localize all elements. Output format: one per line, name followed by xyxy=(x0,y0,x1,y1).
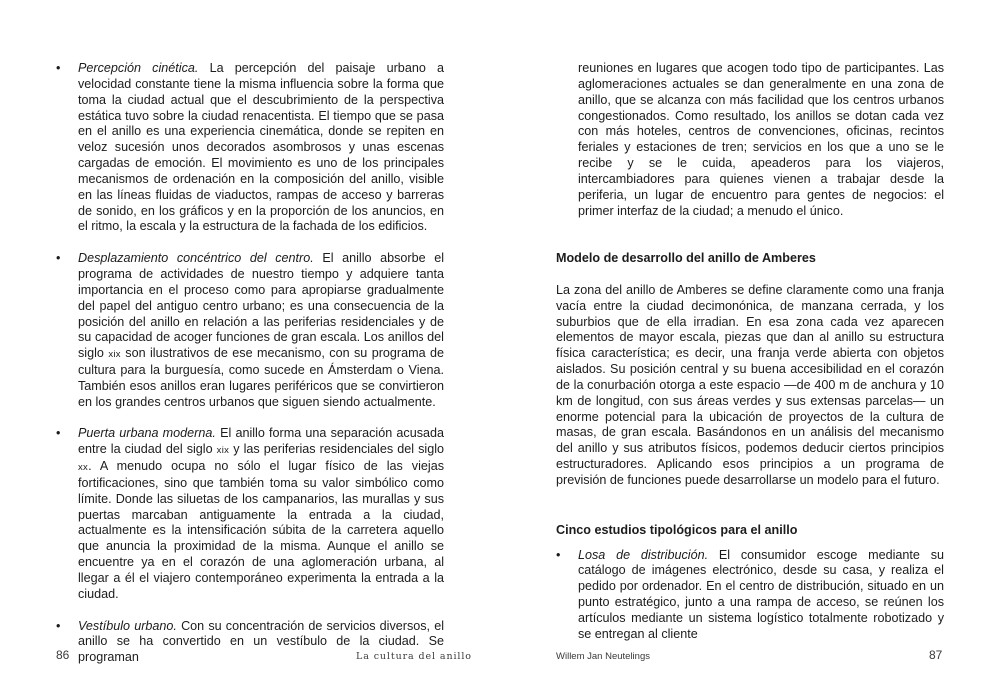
bullet-continuation: reuniones en lugares que acogen todo tipo de participantes. Las aglomeraciones actuales se dan generalmente en una zona de anillo, que se alcanza con más facilidad que los centros urbanos congestionados. Como resultado, los anillos se dotan cada vez con más hoteles, centros de convenciones, oficinas, recintos feriales y estaciones de tren; servicios en los que a uno se le recibe y se le cuida, apeaderos para los viajeros, intercambiadores para quienes vienen a trabajar desde la periferia, un lugar de encuentro para gentes de negocios: el primer interfaz de la ciudad; a menudo el único. xyxy=(578,61,944,218)
running-head-right: Willem Jan Neutelings xyxy=(556,651,650,662)
bullet-text: El anillo forma una separación acusada entre la ciudad del siglo xyxy=(78,426,445,457)
bullet-text: son ilustrativos de ese mecanismo, con su programa de cultura para la burguesía, como sucede en Ámsterdam o Viena. También esos anillos eran lugares periféricos que se convirtieron en los grandes centros urbanos que siguen siendo actualmente. xyxy=(78,346,445,409)
left-page-text xyxy=(56,61,444,666)
bullet-term: Desplazamiento concéntrico del centro. xyxy=(78,251,314,266)
bullet-icon: • xyxy=(56,61,61,75)
bullet-text: El consumidor escoge mediante su catálogo de imágenes electrónico, desde su casa, y realiza el pedido por ordenador. En el centro de distribución, situado en un punto estratégico, junto a una rampa de acceso, se reúnen los artículos mediante un sistema logístico totalmente robotizado y se entregan al cliente xyxy=(578,547,944,641)
bullet-icon: • xyxy=(56,618,61,633)
bullet-term: Puerta urbana moderna. xyxy=(78,426,216,441)
bullet-losa-distribucion xyxy=(556,548,944,643)
bullet-term: Vestíbulo urbano. xyxy=(78,618,177,633)
bullet-text: La percepción del paisaje urbano a velocidad constante tiene la misma influencia sobre la forma que toma la ciudad actual que el descubrimiento de la perspectiva estática tuvo sobre la ciudad renacentista. El tiempo que se pasa en el anillo es una experiencia cinemática, donde se repiten en veloz sucesión unos decorados asombrosos y unas escenas cargadas de emoción. El movimiento es uno de los principales mecanismos de ordenación en la composición del anillo, visible en las líneas fluidas de viaductos, rampas de acceso y barreras de sonido, en los gráficos y en la proporción de los anuncios, en el ritmo, la escala y la estructura de la fachada de los edificios. xyxy=(78,61,445,234)
bullet-icon: • xyxy=(56,426,61,441)
bullet-text: El anillo absorbe el programa de actividades de nuestro tiempo y adquiere tanta importancia en el proceso como para apropiarse gradualmente del papel del antiguo centro urbano; es una consecuencia de la posición del anillo en relación a las periferias residenciales y de su capacidad de acoger funciones de gran escala. Los anillos del siglo xyxy=(78,251,444,361)
century-small-caps: xix xyxy=(108,349,121,361)
bullet-icon: • xyxy=(556,547,561,562)
page-number-left: 86 xyxy=(56,648,70,662)
bullet-text: Con su concentración de servicios diversos, el anillo se ha convertido en un vestíbulo de la ciudad. Se programan xyxy=(78,618,444,665)
bullet-text: . A menudo ocupa no sólo el lugar físico de las viejas fortificaciones, sino que también toma su valor simbólico como límite. Donde las siluetas de los campanarios, las murallas y sus puertas marcaban antiguamente la entrada a la ciudad, actualmente es la intensificación súbita de la carretera aquello que anuncia la proximidad de la misma. Aunque el anillo se encuentre ya en el corazón de una aglomeración urbana, al llegar a él el viajero contemporáneo experimenta la entrada a la ciudad. xyxy=(78,459,444,601)
bullet-term: Percepción cinética. xyxy=(78,61,199,75)
section-heading-amberes: Modelo de desarrollo del anillo de Amberes xyxy=(556,251,816,266)
bullet-percepcion-cinetica xyxy=(56,61,444,235)
right-page-text xyxy=(556,61,944,643)
century-small-caps: xx xyxy=(78,462,89,474)
page-number-right: 87 xyxy=(929,648,943,662)
running-head-left: La cultura del anillo xyxy=(356,651,472,662)
section-heading-cinco-estudios: Cinco estudios tipológicos para el anillo xyxy=(556,522,798,537)
bullet-desplazamiento-concentrico xyxy=(56,251,444,410)
bullet-text: y las periferias residenciales del siglo xyxy=(233,442,445,457)
bullet-icon: • xyxy=(56,251,61,266)
bullet-term: Losa de distribución. xyxy=(578,547,709,562)
bullet-puerta-urbana xyxy=(56,426,444,602)
century-small-caps: xix xyxy=(216,445,230,457)
paragraph-amberes: La zona del anillo de Amberes se define claramente como una franja vacía entre la ciudad decimonónica, de manzana cerrada, y los suburbios que de ella irradian. En esa zona cada vez aparecen elementos de mayor escala, piezas que dan al anillo su estructura física característica; es decir, una franja verde abierta con objetos aislados. Su posición central y su buena accesibilidad en el corazón de la conurbación otorga a este espacio —de 400 m de anchura y 10 km de longitud, con sus áreas verdes y sus extensas parcelas— un enorme potencial para la ubicación de proyectos de la cultura de masas, de gran escala. Basándonos en un análisis del mecanismo del anillo y sus atributos físicos, podemos deducir ciertos principios estructuradores. Aplicando esos principios a un programa de previsión de funciones puede desarrollarse un modelo para el futuro. xyxy=(556,282,944,487)
